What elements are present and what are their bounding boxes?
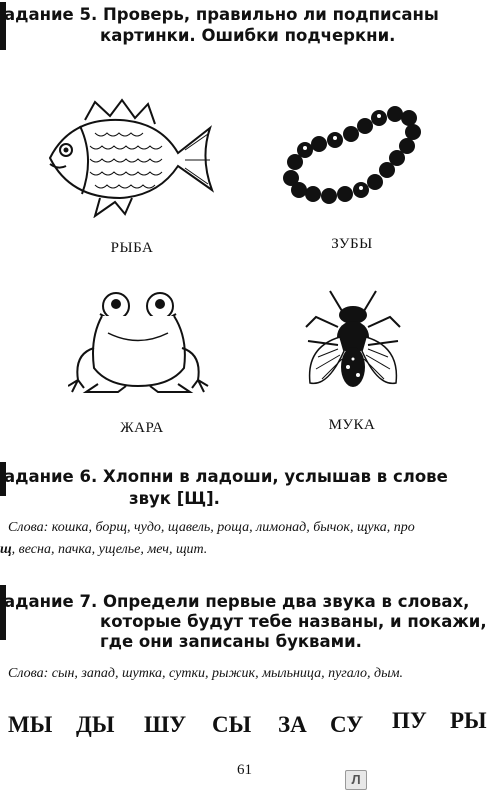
- fly-picture: [298, 287, 408, 397]
- caption-frog: ЖАРА: [120, 420, 164, 436]
- syllable-za: ЗА: [278, 712, 307, 737]
- task7-title-line2: которые будут тебе названы, и покажи,: [100, 612, 487, 631]
- fish-picture: [40, 98, 220, 218]
- task5-title-line1: адание 5. Проверь, правильно ли подписаны: [4, 5, 439, 24]
- task6-words-line1: Слова: кошка, борщ, чудо, щавель, роща, лимонад, бычок, щука, про: [8, 520, 415, 535]
- task6-words-line2: [0, 542, 207, 558]
- caption-beads: ЗУБЫ: [331, 236, 373, 252]
- frog-picture: [68, 288, 213, 398]
- publisher-logo-icon: Л: [345, 770, 367, 790]
- task6-words-line2-text: , весна, пачка, ущелье, меч, щит.: [11, 542, 208, 557]
- syllable-shu: ШУ: [144, 712, 187, 737]
- syllable-pu: ПУ: [392, 708, 427, 733]
- beads-picture: [275, 100, 425, 210]
- syllable-sy: СЫ: [212, 712, 252, 737]
- task6-title-line2: звук [Щ].: [129, 489, 220, 508]
- task6-title-line1: адание 6. Хлопни в ладоши, услышав в слове: [4, 467, 448, 486]
- page-number: 61: [237, 762, 252, 778]
- syllable-dy: ДЫ: [76, 712, 115, 737]
- task5-title-line2: картинки. Ошибки подчеркни.: [100, 26, 396, 45]
- task7-title-line1: адание 7. Определи первые два звука в словах,: [4, 592, 470, 611]
- caption-fish: РЫБА: [110, 240, 154, 256]
- syllable-su: СУ: [330, 712, 364, 737]
- task6-words-mark: щ: [0, 542, 12, 557]
- caption-fly: МУКА: [328, 417, 376, 433]
- syllable-ry: РЫ: [450, 708, 487, 733]
- task7-title-line3: где они записаны буквами.: [100, 632, 362, 651]
- task7-words: Слова: сын, запад, шутка, сутки, рыжик, мыльница, пугало, дым.: [8, 666, 404, 681]
- syllable-my: МЫ: [8, 712, 53, 737]
- syllable-row: [0, 708, 489, 748]
